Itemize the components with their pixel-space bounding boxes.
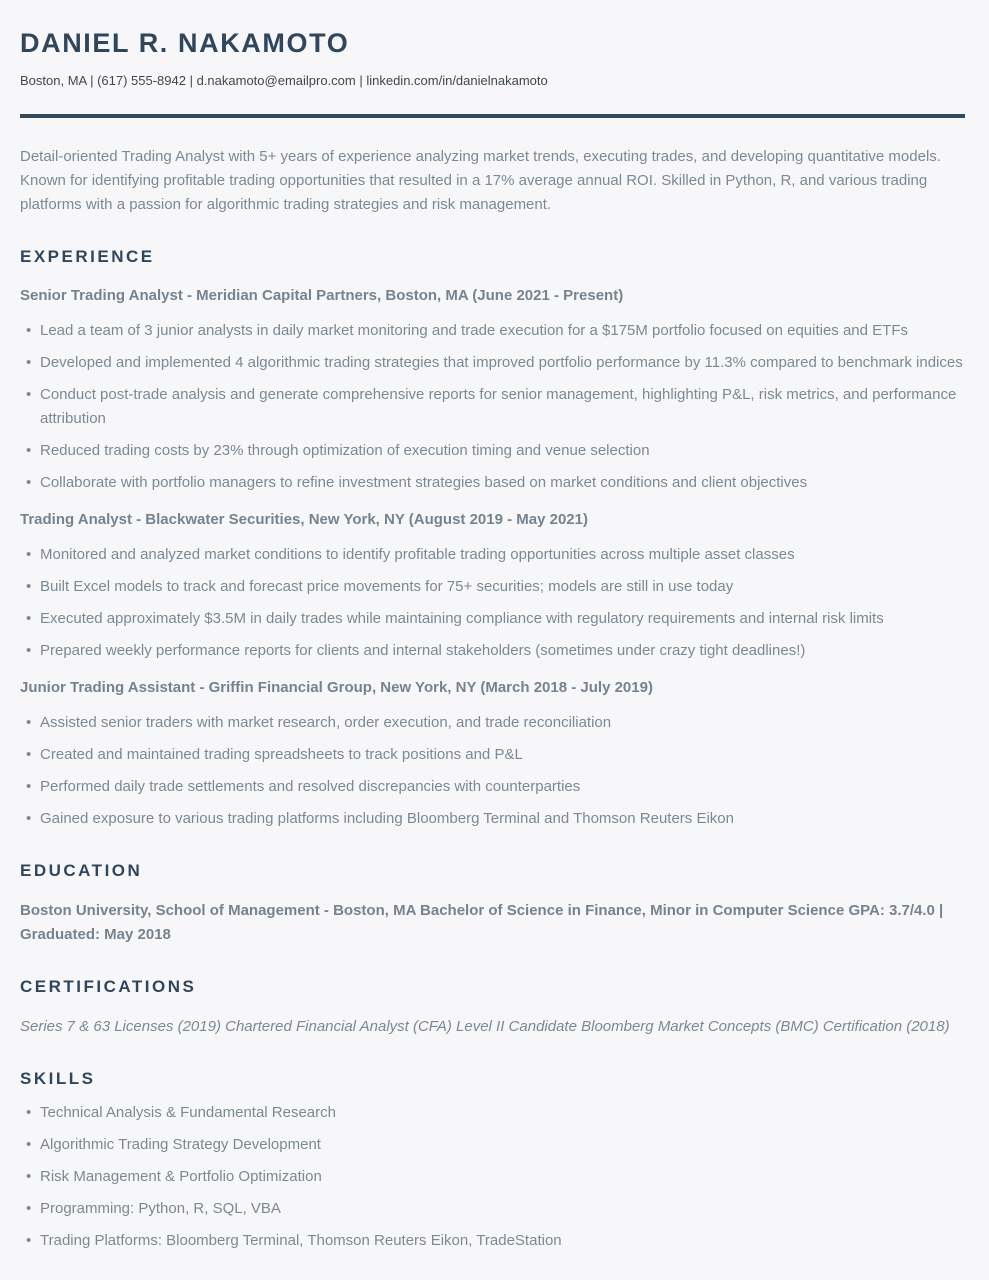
bullet-item: • Developed and implemented 4 algorithmic trading strategies that improved portfolio performance by 11.3% compared to benchmark indices — [20, 351, 965, 375]
section-heading-certifications: CERTIFICATIONS — [20, 977, 197, 996]
certifications-text: Series 7 & 63 Licenses (2019) Chartered Financial Analyst (CFA) Level II Candidate Bloomberg Market Concepts (BMC) Certification (2018) — [20, 1018, 950, 1035]
education-text: Boston University, School of Management - Boston, MA Bachelor of Science in Finance, Minor in Computer Science GPA: 3.7/4.0 | Graduated: May 2018 — [20, 902, 944, 943]
job-bullet-list — [20, 319, 965, 495]
section-skills — [20, 1069, 965, 1253]
bullet-item: • Prepared weekly performance reports for clients and internal stakeholders (sometimes under crazy tight deadlines!) — [20, 639, 965, 663]
bullet-item: • Conduct post-trade analysis and generate comprehensive reports for senior management, highlighting P&L, risk metrics, and performance attribution — [20, 383, 965, 431]
bullet-item: • Gained exposure to various trading platforms including Bloomberg Terminal and Thomson Reuters Eikon — [20, 807, 965, 831]
section-education — [20, 861, 965, 947]
bullet-item: • Created and maintained trading spreadsheets to track positions and P&L — [20, 743, 965, 767]
bullet-item: • Executed approximately $3.5M in daily trades while maintaining compliance with regulatory requirements and internal risk limits — [20, 607, 965, 631]
bullet-item: • Monitored and analyzed market conditions to identify profitable trading opportunities across multiple asset classes — [20, 543, 965, 567]
job-title: Junior Trading Assistant - Griffin Financial Group, New York, NY (March 2018 - July 2019) — [20, 679, 653, 696]
section-experience — [20, 247, 965, 831]
contact-info: Boston, MA | (617) 555-8942 | d.nakamoto@emailpro.com | linkedin.com/in/danielnakamoto — [20, 73, 548, 88]
skill-item: • Algorithmic Trading Strategy Development — [20, 1133, 965, 1157]
bullet-item: • Assisted senior traders with market research, order execution, and trade reconciliation — [20, 711, 965, 735]
skill-item: • Technical Analysis & Fundamental Research — [20, 1101, 965, 1125]
page-title: DANIEL R. NAKAMOTO — [20, 28, 350, 58]
summary-paragraph: Detail-oriented Trading Analyst with 5+ years of experience analyzing market trends, executing trades, and developing quantitative models. Known for identifying profitable trading opportunities that resulted in a 17% average annual ROI. Skilled in Python, R, and various trading platforms with a passion for algorithmic trading strategies and risk management. — [20, 148, 941, 213]
skill-item: • Programming: Python, R, SQL, VBA — [20, 1197, 965, 1221]
bullet-item: • Reduced trading costs by 23% through optimization of execution timing and venue selection — [20, 439, 965, 463]
section-certifications — [20, 977, 965, 1039]
skill-item: • Risk Management & Portfolio Optimization — [20, 1165, 965, 1189]
resume-header — [20, 26, 965, 118]
section-heading-experience: EXPERIENCE — [20, 247, 155, 266]
section-heading-education: EDUCATION — [20, 861, 143, 880]
job-bullet-list — [20, 543, 965, 663]
bullet-item: • Collaborate with portfolio managers to refine investment strategies based on market conditions and client objectives — [20, 471, 965, 495]
bullet-item: • Lead a team of 3 junior analysts in daily market monitoring and trade execution for a $175M portfolio focused on equities and ETFs — [20, 319, 965, 343]
bullet-item: • Performed daily trade settlements and resolved discrepancies with counterparties — [20, 775, 965, 799]
section-heading-skills: SKILLS — [20, 1069, 96, 1088]
job-title: Trading Analyst - Blackwater Securities, New York, NY (August 2019 - May 2021) — [20, 511, 588, 528]
skills-list — [20, 1101, 965, 1253]
bullet-item: • Built Excel models to track and forecast price movements for 75+ securities; models are still in use today — [20, 575, 965, 599]
skill-item: • Trading Platforms: Bloomberg Terminal, Thomson Reuters Eikon, TradeStation — [20, 1229, 965, 1253]
header-divider — [20, 114, 965, 118]
job-title: Senior Trading Analyst - Meridian Capital Partners, Boston, MA (June 2021 - Present) — [20, 287, 624, 304]
job-bullet-list — [20, 711, 965, 831]
